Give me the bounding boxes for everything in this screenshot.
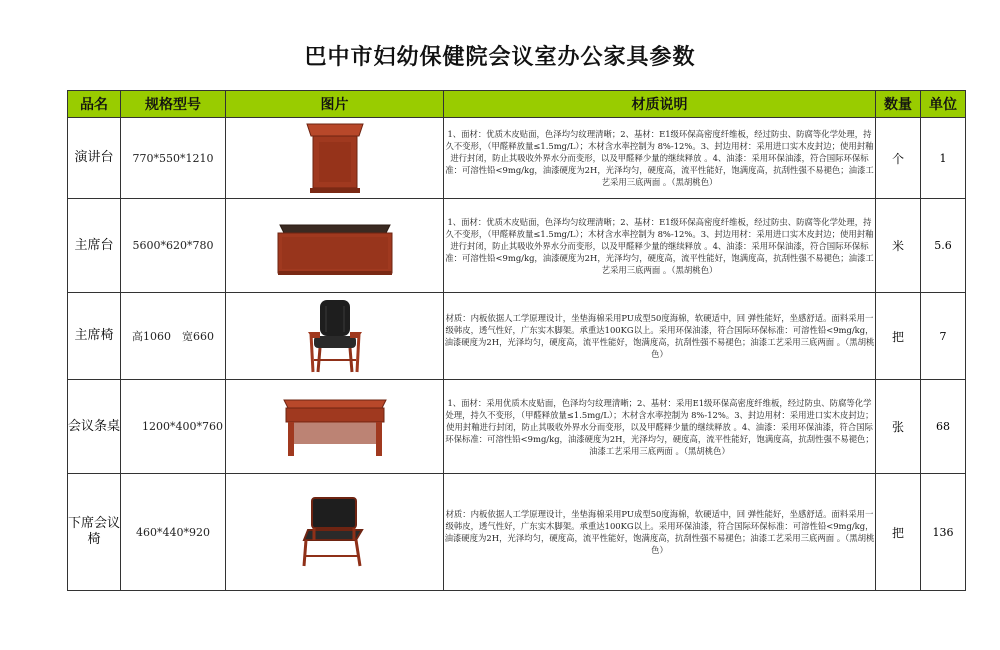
item-spec: 高1060 宽660 bbox=[121, 293, 226, 380]
conference-desk-icon bbox=[280, 396, 390, 458]
item-material: 1、面材：优质木皮贴面，色泽均匀纹理清晰；2、基材：E1级环保高密度纤维板，经过防虫、防腐等化学处理，持久不变形，（甲醛释放量≤1.5mg/L）；木材含水率控制为 8%-12%。3、封边用材：采用进口实木皮封边；使用封釉进行封闭，防止其吸收外界水分而变形，以及甲醛释少量的继续释放 。4、油漆：采用环保油漆，符合国际环保标准：可溶性铅<9mg/kg，油漆硬度为2H，光泽均匀，硬度高，流平性能好，饱满度高，抗刮性强不易褪色；油漆工艺采用三底两面 。（黑胡桃色） bbox=[444, 199, 876, 293]
item-unit: 把 bbox=[876, 474, 921, 591]
item-unit: 把 bbox=[876, 293, 921, 380]
table-row bbox=[68, 293, 966, 380]
item-material: 1、面材：采用优质木皮贴面，色泽均匀纹理清晰；2、基材：采用E1级环保高密度纤维板，经过防虫、防腐等化学处理，持久不变形，（甲醛释放量≤1.5mg/L）；木材含水率控制为 8%-12%。3、封边用材：采用进口实木皮封边；使用封釉进行封闭，防止其吸收外界水分而变形，以及甲醛释少量的继续释放 。4、油漆：采用环保油漆，符合国际环保标准：可溶性铅<9mg/kg，油漆硬度为2H，光泽均匀，硬度高，流平性能好，饱满度高，抗刮性强不易褪色；油漆工艺采用三底两面 。（黑胡桃色） bbox=[444, 380, 876, 474]
podium-table-icon bbox=[276, 215, 394, 277]
item-unit: 米 bbox=[876, 199, 921, 293]
item-image bbox=[226, 293, 444, 380]
lectern-icon bbox=[305, 122, 365, 194]
header-material: 材质说明 bbox=[444, 91, 876, 118]
item-image bbox=[226, 118, 444, 199]
office-armchair-icon bbox=[302, 298, 368, 374]
header-image: 图片 bbox=[226, 91, 444, 118]
table-row bbox=[68, 118, 966, 199]
item-quantity: 5.6 bbox=[921, 199, 966, 293]
item-material: 材质：内板依据人工学原理设计，坐垫海棉采用PU成型50度海棉，软硬适中，回 弹性能好，坐感舒适。面料采用一级韩皮，透气性好，广东实木脚架。承重达100KG以上。采用环保油漆，符合国际环保标准：可溶性铅<9mg/kg，油漆硬度为2H，光泽均匀，硬度高，流平性能好，饱满度高，抗刮性强不易褪色；油漆工艺采用三底两面 。（黑胡桃色） bbox=[444, 293, 876, 380]
item-image bbox=[226, 380, 444, 474]
item-name: 会议条桌 bbox=[68, 380, 121, 474]
item-unit: 个 bbox=[876, 118, 921, 199]
document-title: 巴中市妇幼保健院会议室办公家具参数 bbox=[304, 45, 696, 70]
item-spec: 1200*400*760 bbox=[121, 380, 226, 474]
side-chair-icon bbox=[298, 496, 372, 568]
item-material: 1、面材：优质木皮贴面，色泽均匀纹理清晰；2、基材：E1级环保高密度纤维板，经过防虫、防腐等化学处理，持久不变形，（甲醛释放量≤1.5mg/L）；木材含水率控制为 8%-12%。3、封边用材：采用进口实木皮封边；使用封釉进行封闭，防止其吸收外界水分而变形，以及甲醛释少量的继续释放 。4、油漆：采用环保油漆，符合国际环保标准：可溶性铅<9mg/kg，油漆硬度为2H，光泽均匀，硬度高，流平性能好，饱满度高，抗刮性强不易褪色；油漆工艺采用三底两面 。（黑胡桃色） bbox=[444, 118, 876, 199]
item-material: 材质：内板依据人工学原理设计，坐垫海棉采用PU成型50度海棉，软硬适中，回 弹性能好，坐感舒适。面料采用一级韩皮，透气性好，广东实木脚架。承重达100KG以上。采用环保油漆，符合国际环保标准：可溶性铅<9mg/kg，油漆硬度为2H，光泽均匀，硬度高，流平性能好，饱满度高，抗刮性强不易褪色；油漆工艺采用三底两面 。（黑胡桃色） bbox=[444, 474, 876, 591]
furniture-spec-table bbox=[67, 90, 966, 591]
item-spec: 460*440*920 bbox=[121, 474, 226, 591]
table-row bbox=[68, 199, 966, 293]
item-name: 主席台 bbox=[68, 199, 121, 293]
item-unit: 张 bbox=[876, 380, 921, 474]
item-quantity: 68 bbox=[921, 380, 966, 474]
table-row bbox=[68, 380, 966, 474]
item-quantity: 136 bbox=[921, 474, 966, 591]
item-spec: 5600*620*780 bbox=[121, 199, 226, 293]
header-unit: 单位 bbox=[921, 91, 966, 118]
table-row bbox=[68, 474, 966, 591]
item-name: 主席椅 bbox=[68, 293, 121, 380]
header-spec: 规格型号 bbox=[121, 91, 226, 118]
header-name: 品名 bbox=[68, 91, 121, 118]
item-quantity: 7 bbox=[921, 293, 966, 380]
item-spec: 770*550*1210 bbox=[121, 118, 226, 199]
item-image bbox=[226, 199, 444, 293]
table-header-row bbox=[68, 91, 966, 118]
item-name: 演讲台 bbox=[68, 118, 121, 199]
item-image bbox=[226, 474, 444, 591]
item-name: 下席会议椅 bbox=[68, 474, 121, 591]
header-quantity: 数量 bbox=[876, 91, 921, 118]
item-quantity: 1 bbox=[921, 118, 966, 199]
